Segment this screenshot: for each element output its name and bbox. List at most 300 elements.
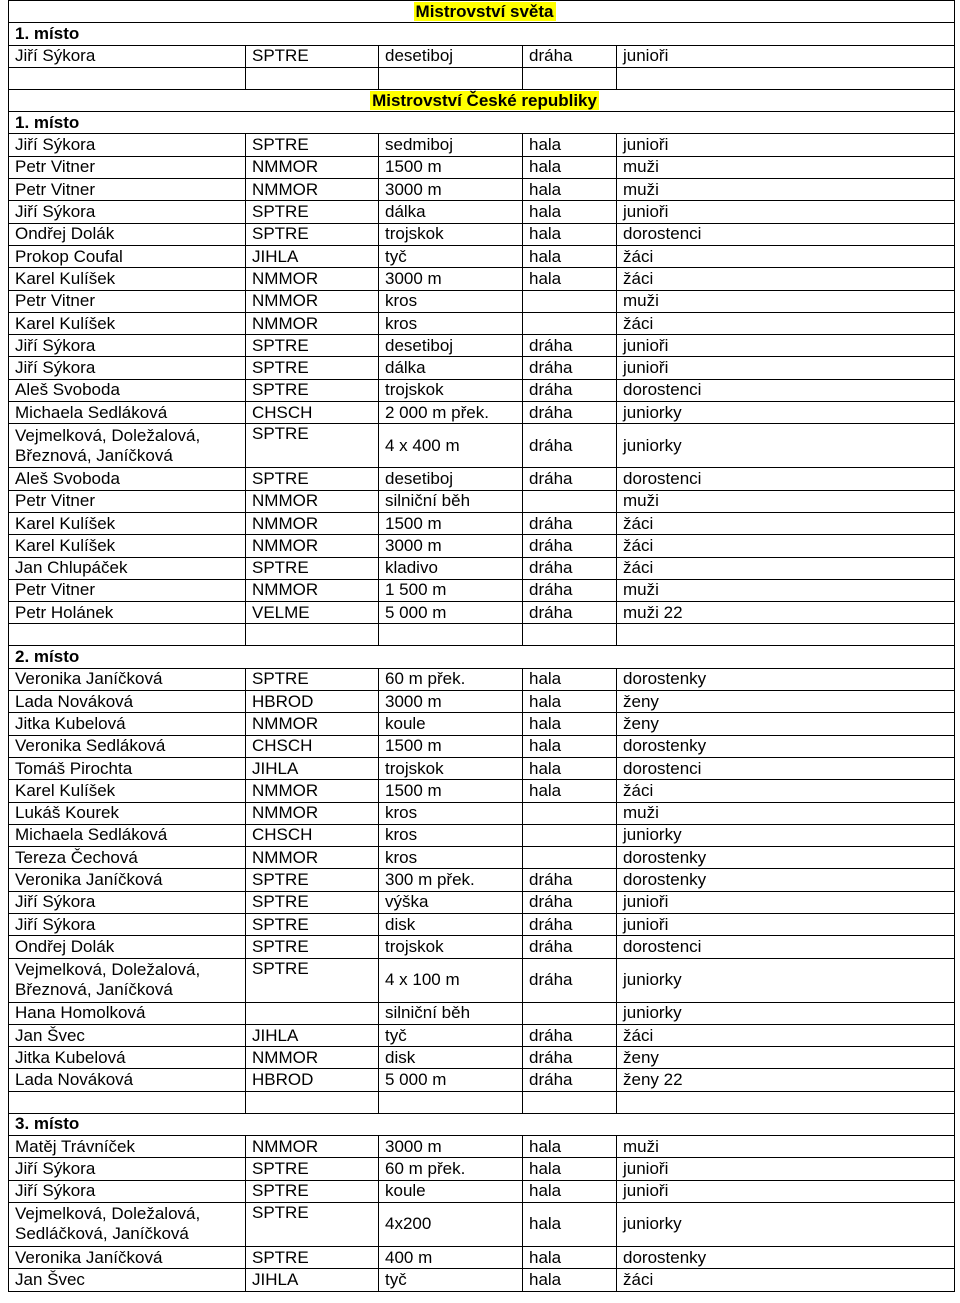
category: žáci [617,780,955,802]
section-title: Mistrovství světa [415,1,554,21]
category: dorostenky [617,847,955,869]
venue: dráha [523,535,617,557]
result-row [9,335,955,357]
category: muži [617,179,955,201]
venue: dráha [523,936,617,958]
empty-cell [379,1091,523,1113]
club-code: SPTRE [246,468,379,490]
athlete-name: Vejmelková, Doležalová, Sedláčková, Janíčková [9,1202,246,1246]
club-code: SPTRE [246,1180,379,1202]
athlete-name: Jitka Kubelová [9,1047,246,1069]
result-row [9,802,955,824]
discipline: kros [379,847,523,869]
place-label: 3. místo [9,1113,955,1135]
category: dorostenci [617,468,955,490]
result-row [9,936,955,958]
venue: hala [523,268,617,290]
discipline: kros [379,802,523,824]
venue: dráha [523,958,617,1002]
category: žáci [617,1269,955,1291]
result-row [9,757,955,779]
athlete-name: Karel Kulíšek [9,512,246,534]
discipline: 1 500 m [379,579,523,601]
athlete-name: Jan Chlupáček [9,557,246,579]
place-label: 1. místo [9,112,955,134]
discipline: koule [379,713,523,735]
result-row [9,424,955,468]
empty-cell [9,1091,246,1113]
category: juniorky [617,1002,955,1024]
club-code: HBROD [246,691,379,713]
section-title-cell [9,1,955,23]
venue: hala [523,201,617,223]
discipline: 1500 m [379,780,523,802]
category: junioři [617,913,955,935]
result-row [9,156,955,178]
venue [523,1002,617,1024]
discipline: desetiboj [379,45,523,67]
section-title-row [9,1,955,23]
discipline: 1500 m [379,512,523,534]
results-table [8,0,955,1292]
club-code: SPTRE [246,134,379,156]
result-row [9,602,955,624]
discipline: disk [379,1047,523,1069]
venue: hala [523,735,617,757]
athlete-name: Karel Kulíšek [9,268,246,290]
club-code: SPTRE [246,936,379,958]
athlete-name: Petr Vitner [9,179,246,201]
category: muži [617,1136,955,1158]
result-row [9,468,955,490]
result-row [9,1069,955,1091]
category: žáci [617,245,955,267]
discipline: 60 m přek. [379,668,523,690]
club-code: JIHLA [246,245,379,267]
athlete-name: Petr Vitner [9,156,246,178]
category: žáci [617,1024,955,1046]
result-row [9,780,955,802]
empty-cell [246,624,379,646]
club-code: VELME [246,602,379,624]
result-row [9,1047,955,1069]
athlete-name: Tereza Čechová [9,847,246,869]
athlete-name: Vejmelková, Doležalová, Březnová, Janíčková [9,424,246,468]
athlete-name: Lada Nováková [9,1069,246,1091]
result-row [9,201,955,223]
venue [523,312,617,334]
discipline: 400 m [379,1246,523,1268]
athlete-name: Jan Švec [9,1024,246,1046]
section-title-row [9,89,955,111]
discipline: 5 000 m [379,602,523,624]
venue: hala [523,1269,617,1291]
venue: hala [523,179,617,201]
category: juniorky [617,958,955,1002]
discipline: 60 m přek. [379,1158,523,1180]
athlete-name: Veronika Sedláková [9,735,246,757]
venue: hala [523,1158,617,1180]
category: žáci [617,268,955,290]
athlete-name: Tomáš Pirochta [9,757,246,779]
category: junioři [617,45,955,67]
discipline: silniční běh [379,490,523,512]
category: dorostenci [617,757,955,779]
result-row [9,179,955,201]
category: juniorky [617,1202,955,1246]
discipline: 3000 m [379,1136,523,1158]
venue: dráha [523,424,617,468]
result-row [9,891,955,913]
venue: hala [523,1246,617,1268]
athlete-name: Lada Nováková [9,691,246,713]
results-sheet [8,0,954,1292]
result-row [9,913,955,935]
empty-cell [379,624,523,646]
club-code: NMMOR [246,535,379,557]
empty-cell [246,1091,379,1113]
club-code: SPTRE [246,379,379,401]
venue: dráha [523,1047,617,1069]
athlete-name: Karel Kulíšek [9,535,246,557]
athlete-name: Karel Kulíšek [9,780,246,802]
athlete-name: Michaela Sedláková [9,824,246,846]
result-row [9,1158,955,1180]
result-row [9,1024,955,1046]
result-row [9,1202,955,1246]
club-code: SPTRE [246,424,379,468]
discipline: 3000 m [379,268,523,290]
discipline: kros [379,312,523,334]
result-row [9,1246,955,1268]
discipline: 3000 m [379,691,523,713]
result-row [9,579,955,601]
venue: hala [523,1202,617,1246]
result-row [9,1136,955,1158]
venue: dráha [523,357,617,379]
discipline: kros [379,824,523,846]
empty-cell [379,67,523,89]
result-row [9,713,955,735]
discipline: 3000 m [379,535,523,557]
empty-cell [617,1091,955,1113]
category: dorostenci [617,223,955,245]
result-row [9,1269,955,1291]
spacer-row [9,1091,955,1113]
athlete-name: Jiří Sýkora [9,891,246,913]
category: ženy [617,1047,955,1069]
category: junioři [617,357,955,379]
athlete-name: Lukáš Kourek [9,802,246,824]
result-row [9,512,955,534]
category: dorostenci [617,936,955,958]
empty-cell [617,624,955,646]
empty-cell [617,67,955,89]
section-title: Mistrovství České republiky [372,90,597,110]
club-code: SPTRE [246,335,379,357]
club-code: SPTRE [246,869,379,891]
result-row [9,45,955,67]
empty-cell [9,67,246,89]
athlete-name: Michaela Sedláková [9,402,246,424]
place-label: 2. místo [9,646,955,668]
athlete-name: Veronika Janíčková [9,668,246,690]
category: junioři [617,335,955,357]
discipline: tyč [379,1269,523,1291]
discipline: dálka [379,201,523,223]
result-row [9,557,955,579]
spacer-row [9,67,955,89]
empty-cell [523,1091,617,1113]
spacer-row [9,624,955,646]
result-row [9,735,955,757]
venue [523,847,617,869]
category: muži [617,802,955,824]
category: žáci [617,535,955,557]
discipline: trojskok [379,936,523,958]
result-row [9,824,955,846]
athlete-name: Veronika Janíčková [9,1246,246,1268]
club-code: HBROD [246,1069,379,1091]
club-code: JIHLA [246,757,379,779]
result-row [9,668,955,690]
discipline: sedmiboj [379,134,523,156]
venue: hala [523,134,617,156]
athlete-name: Jitka Kubelová [9,713,246,735]
discipline: kladivo [379,557,523,579]
result-row [9,290,955,312]
athlete-name: Petr Holánek [9,602,246,624]
discipline: trojskok [379,757,523,779]
club-code: SPTRE [246,1158,379,1180]
category: juniorky [617,402,955,424]
venue: dráha [523,402,617,424]
result-row [9,869,955,891]
place-heading-row [9,646,955,668]
club-code: NMMOR [246,312,379,334]
venue [523,824,617,846]
discipline: koule [379,1180,523,1202]
venue: hala [523,223,617,245]
club-code [246,1002,379,1024]
club-code: NMMOR [246,1136,379,1158]
category: dorostenky [617,668,955,690]
club-code: SPTRE [246,45,379,67]
result-row [9,958,955,1002]
discipline: tyč [379,1024,523,1046]
category: junioři [617,1158,955,1180]
club-code: NMMOR [246,179,379,201]
club-code: SPTRE [246,357,379,379]
discipline: dálka [379,357,523,379]
discipline: 1500 m [379,156,523,178]
category: žáci [617,512,955,534]
category: dorostenky [617,735,955,757]
category: muži [617,490,955,512]
athlete-name: Jiří Sýkora [9,1180,246,1202]
result-row [9,847,955,869]
venue: dráha [523,891,617,913]
athlete-name: Karel Kulíšek [9,312,246,334]
venue: dráha [523,869,617,891]
discipline: 4 x 100 m [379,958,523,1002]
club-code: NMMOR [246,847,379,869]
athlete-name: Jiří Sýkora [9,45,246,67]
athlete-name: Petr Vitner [9,490,246,512]
result-row [9,535,955,557]
discipline: 1500 m [379,735,523,757]
discipline: tyč [379,245,523,267]
discipline: trojskok [379,379,523,401]
venue [523,802,617,824]
venue: dráha [523,1024,617,1046]
venue: dráha [523,335,617,357]
club-code: NMMOR [246,1047,379,1069]
result-row [9,357,955,379]
venue: dráha [523,45,617,67]
athlete-name: Matěj Trávníček [9,1136,246,1158]
place-heading-row [9,23,955,45]
athlete-name: Aleš Svoboda [9,379,246,401]
discipline: 2 000 m přek. [379,402,523,424]
discipline: kros [379,290,523,312]
club-code: JIHLA [246,1269,379,1291]
discipline: 4x200 [379,1202,523,1246]
venue: dráha [523,557,617,579]
club-code: SPTRE [246,1202,379,1246]
result-row [9,1002,955,1024]
category: muži [617,290,955,312]
venue: dráha [523,468,617,490]
category: muži 22 [617,602,955,624]
category: junioři [617,1180,955,1202]
category: dorostenci [617,379,955,401]
result-row [9,402,955,424]
venue [523,290,617,312]
place-heading-row [9,1113,955,1135]
result-row [9,245,955,267]
category: juniorky [617,824,955,846]
category: ženy [617,713,955,735]
venue: dráha [523,512,617,534]
discipline: 3000 m [379,179,523,201]
result-row [9,379,955,401]
venue: hala [523,1136,617,1158]
discipline: výška [379,891,523,913]
club-code: SPTRE [246,668,379,690]
category: žáci [617,312,955,334]
club-code: NMMOR [246,290,379,312]
venue: hala [523,757,617,779]
result-row [9,268,955,290]
club-code: SPTRE [246,958,379,1002]
athlete-name: Veronika Janíčková [9,869,246,891]
club-code: JIHLA [246,1024,379,1046]
discipline: disk [379,913,523,935]
venue: dráha [523,579,617,601]
club-code: NMMOR [246,780,379,802]
club-code: SPTRE [246,223,379,245]
venue: dráha [523,602,617,624]
venue: hala [523,713,617,735]
discipline: silniční běh [379,1002,523,1024]
athlete-name: Jiří Sýkora [9,335,246,357]
category: muži [617,579,955,601]
result-row [9,490,955,512]
result-row [9,312,955,334]
place-label: 1. místo [9,23,955,45]
athlete-name: Jan Švec [9,1269,246,1291]
club-code: NMMOR [246,512,379,534]
athlete-name: Jiří Sýkora [9,913,246,935]
discipline: desetiboj [379,335,523,357]
athlete-name: Vejmelková, Doležalová, Březnová, Janíčková [9,958,246,1002]
athlete-name: Jiří Sýkora [9,357,246,379]
club-code: SPTRE [246,1246,379,1268]
discipline: 300 m přek. [379,869,523,891]
category: juniorky [617,424,955,468]
athlete-name: Ondřej Dolák [9,223,246,245]
category: muži [617,156,955,178]
category: junioři [617,134,955,156]
discipline: desetiboj [379,468,523,490]
result-row [9,134,955,156]
venue: dráha [523,913,617,935]
athlete-name: Ondřej Dolák [9,936,246,958]
athlete-name: Petr Vitner [9,290,246,312]
category: junioři [617,201,955,223]
category: ženy [617,691,955,713]
club-code: NMMOR [246,490,379,512]
venue: hala [523,780,617,802]
category: dorostenky [617,869,955,891]
club-code: CHSCH [246,824,379,846]
athlete-name: Petr Vitner [9,579,246,601]
venue: dráha [523,379,617,401]
category: junioři [617,891,955,913]
discipline: 5 000 m [379,1069,523,1091]
discipline: 4 x 400 m [379,424,523,468]
club-code: SPTRE [246,201,379,223]
venue: hala [523,691,617,713]
place-heading-row [9,112,955,134]
club-code: NMMOR [246,579,379,601]
venue [523,490,617,512]
discipline: trojskok [379,223,523,245]
athlete-name: Prokop Coufal [9,245,246,267]
club-code: SPTRE [246,891,379,913]
venue: hala [523,1180,617,1202]
venue: hala [523,156,617,178]
athlete-name: Jiří Sýkora [9,134,246,156]
athlete-name: Jiří Sýkora [9,1158,246,1180]
club-code: NMMOR [246,268,379,290]
category: ženy 22 [617,1069,955,1091]
club-code: CHSCH [246,402,379,424]
empty-cell [523,67,617,89]
venue: hala [523,668,617,690]
club-code: SPTRE [246,913,379,935]
category: dorostenky [617,1246,955,1268]
club-code: SPTRE [246,557,379,579]
results-body [9,1,955,1292]
section-title-cell [9,89,955,111]
result-row [9,223,955,245]
club-code: NMMOR [246,156,379,178]
result-row [9,1180,955,1202]
club-code: NMMOR [246,713,379,735]
venue: dráha [523,1069,617,1091]
